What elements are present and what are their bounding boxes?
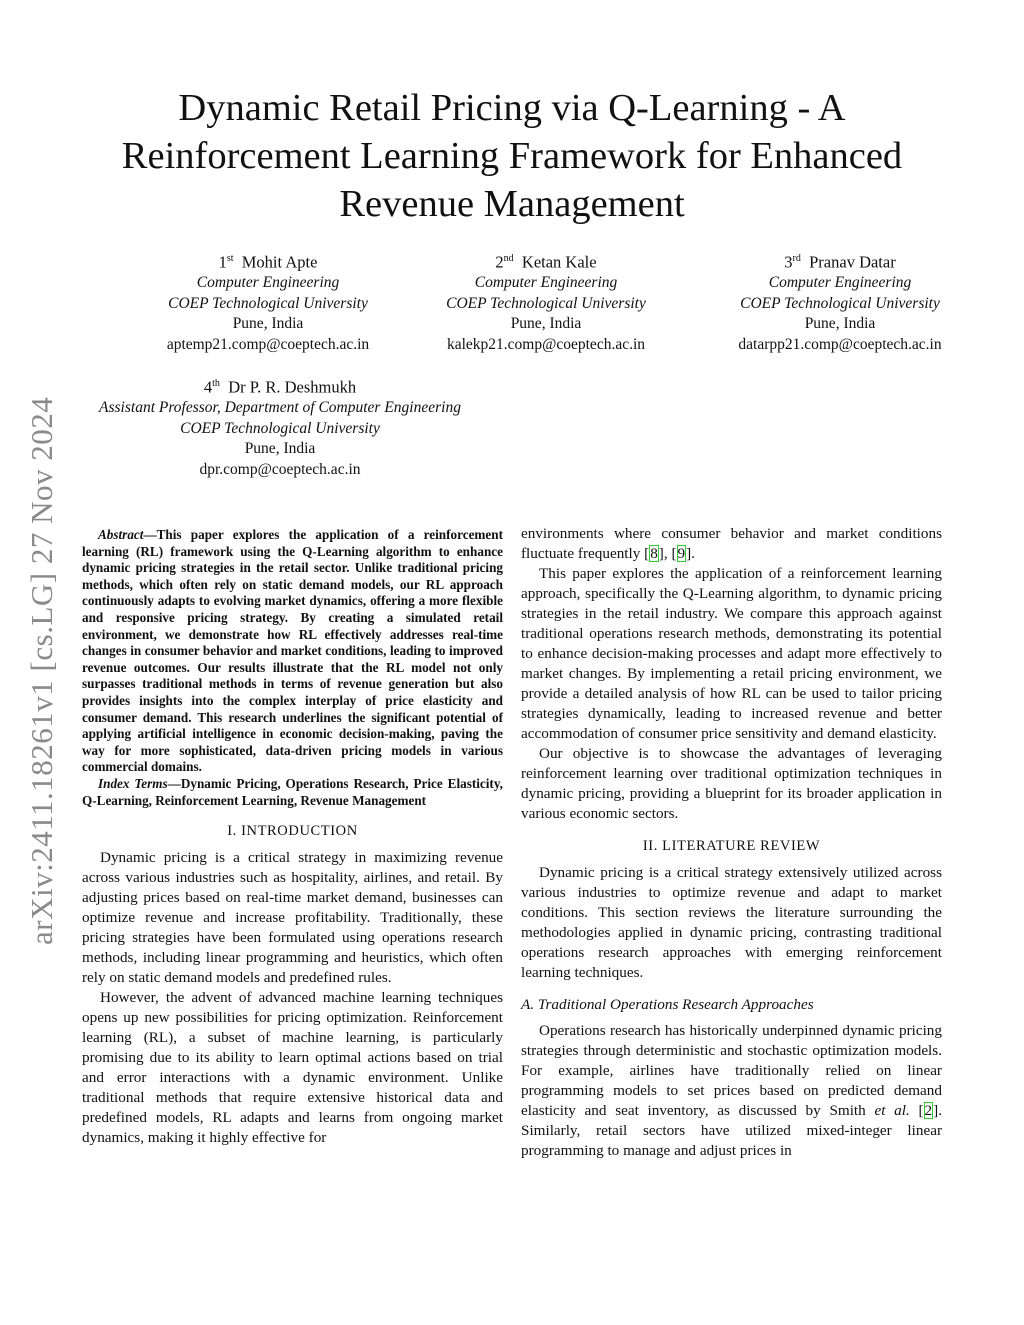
- author-name-line: 3rd Pranav Datar: [784, 252, 896, 272]
- author-email: dpr.comp@coeptech.ac.in: [199, 460, 361, 478]
- abstract-text: This paper explores the application of a reinforcement learning (RL) framework using the Q-Learning algorithm to enhance dynamic pricing strategies in the retail sector. Unlike traditional pricing methods, which often rely on static demand models, our RL approach continuously adapts to evolving market dynamics, offering a more flexible and responsive pricing strategy. By creating a simulated retail environment, we demonstrate how RL effectively addresses real-time changes in consumer behavior and market conditions, leading to improved revenue outcomes. Our results illustrate that the RL model not only surpasses traditional methods in terms of revenue generation but also provides insights into the complex interplay of price elasticity and consumer demand. This research underlines the significant potential of applying artificial intelligence in economic decision-making, paving the way for more sophisticated, data-driven pricing models in various commercial domains.: [82, 527, 503, 775]
- author-location: Pune, India: [804, 315, 876, 332]
- subsection-heading: A. Traditional Operations Research Approaches: [521, 996, 814, 1013]
- citation-link[interactable]: 8: [650, 545, 658, 562]
- author-location: Pune, India: [232, 315, 304, 332]
- right-column: [521, 524, 942, 1161]
- paper-title: Dynamic Retail Pricing via Q-Learning - A Reinforcement Learning Framework for Enhanced Revenue Management: [121, 87, 903, 225]
- paragraph: However, the advent of advanced machine learning techniques opens up new possibilities for pricing optimization. Reinforcement learning (RL), a subset of machine learning, is particularly promising due to its ability to learn optimal actions based on trial and error interactions with a dynamic environment. Unlike traditional methods that require extensive historical data and predefined models, RL adapts and learns from ongoing market dynamics, making it highly effective for: [82, 989, 503, 1147]
- arxiv-stamp: arXiv:2411.18261v1 [cs.LG] 27 Nov 2024: [24, 396, 59, 945]
- citation-link[interactable]: 2: [924, 1102, 933, 1119]
- author-block: [680, 249, 1000, 355]
- author-name-line: 1st Mohit Apte: [218, 252, 318, 272]
- author-institution: COEP Technological University: [168, 294, 368, 312]
- author-email: kalekp21.comp@coeptech.ac.in: [446, 335, 646, 353]
- author-dept: Computer Engineering: [474, 274, 618, 291]
- author-email: aptemp21.comp@coeptech.ac.in: [166, 335, 370, 353]
- left-column: [82, 527, 503, 1148]
- author-name-line: 2nd Ketan Kale: [495, 252, 597, 272]
- author-block: [110, 249, 426, 355]
- index-terms-label: Index Terms: [98, 775, 168, 791]
- author-block: [50, 374, 510, 480]
- section-heading: I. INTRODUCTION: [227, 823, 358, 840]
- author-dept: Assistant Professor, Department of Computer Engineering: [99, 399, 461, 416]
- paragraph: environments where consumer behavior and market conditions fluctuate frequently [8], [9].: [521, 525, 942, 562]
- index-terms: Index Terms—Dynamic Pricing, Operations Research, Price Elasticity, Q-Learning, Reinforcement Learning, Revenue Management: [82, 775, 503, 808]
- author-block: [386, 249, 706, 355]
- author-email: datarpp21.comp@coeptech.ac.in: [738, 335, 942, 353]
- paragraph: Dynamic pricing is a critical strategy in maximizing revenue across various industries such as hospitality, airlines, and retail. By adjusting prices based on real-time market demand, businesses can optimize revenue and increase profitability. Traditionally, these pricing strategies have been formulated using operations research methods, including linear programming and heuristics, which often rely on static demand models and predefined rules.: [82, 849, 503, 987]
- author-location: Pune, India: [244, 440, 316, 457]
- author-dept: Computer Engineering: [768, 274, 912, 291]
- author-name-line: 4th Dr P. R. Deshmukh: [203, 377, 357, 397]
- paragraph: Our objective is to showcase the advantages of leveraging reinforcement learning over traditional optimization techniques in dynamic pricing, providing a blueprint for its broader application in various economic sectors.: [521, 745, 942, 822]
- author-dept: Computer Engineering: [196, 274, 340, 291]
- paragraph: This paper explores the application of a reinforcement learning approach, specifically the Q-Learning algorithm, to dynamic pricing strategies in the retail industry. We compare this approach against traditional operations research methods, demonstrating its potential to enhance decision-making processes and adapt more effectively to market changes. By implementing a retail pricing environment, we provide a detailed analysis of how RL can be used to tailor pricing strategies dynamically, leading to increased revenue and better accommodation of consumer price sensitivity and demand elasticity.: [521, 565, 942, 742]
- author-institution: COEP Technological University: [446, 294, 646, 312]
- author-institution: COEP Technological University: [740, 294, 940, 312]
- abstract-label: Abstract: [98, 527, 144, 542]
- paragraph: Dynamic pricing is a critical strategy extensively utilized across various industries to optimize revenue and adapt to market conditions. This section reviews the literature surrounding the methodologies applied in dynamic pricing, contrasting traditional operations research approaches with emerging reinforcement learning techniques.: [521, 864, 942, 981]
- author-location: Pune, India: [510, 315, 582, 332]
- index-terms-text: Dynamic Pricing, Operations Research, Price Elasticity, Q-Learning, Reinforcement Learning, Revenue Management: [82, 775, 503, 808]
- citation-link[interactable]: 9: [677, 545, 686, 562]
- paragraph: Operations research has historically underpinned dynamic pricing strategies through deterministic and stochastic optimization models. For example, airlines have traditionally relied on linear programming models to set prices based on predicted demand elasticity and seat inventory, as discussed by Smith et al. [2]. Similarly, retail sectors have utilized mixed-integer linear programming to manage and adjust prices in: [521, 1022, 942, 1159]
- section-heading: II. LITERATURE REVIEW: [642, 838, 821, 854]
- author-institution: COEP Technological University: [180, 419, 380, 437]
- abstract: Abstract—This paper explores the application of a reinforcement learning (RL) framework using the Q-Learning algorithm to enhance dynamic pricing strategies in the retail sector. Unlike traditional pricing methods, which often rely on static demand models, our RL approach continuously adapts to evolving market dynamics, offering a more flexible and responsive pricing strategy. By creating a simulated retail environment, we demonstrate how RL effectively addresses real-time changes in consumer behavior and market conditions, leading to improved revenue outcomes. Our results illustrate that the RL model not only surpasses traditional methods in terms of revenue generation but also provides insights into the complex interplay of price elasticity and consumer demand. This research underlines the significant potential of applying artificial intelligence in economic decision-making, paving the way for more sophisticated, data-driven pricing models in various commercial domains.: [82, 527, 503, 775]
